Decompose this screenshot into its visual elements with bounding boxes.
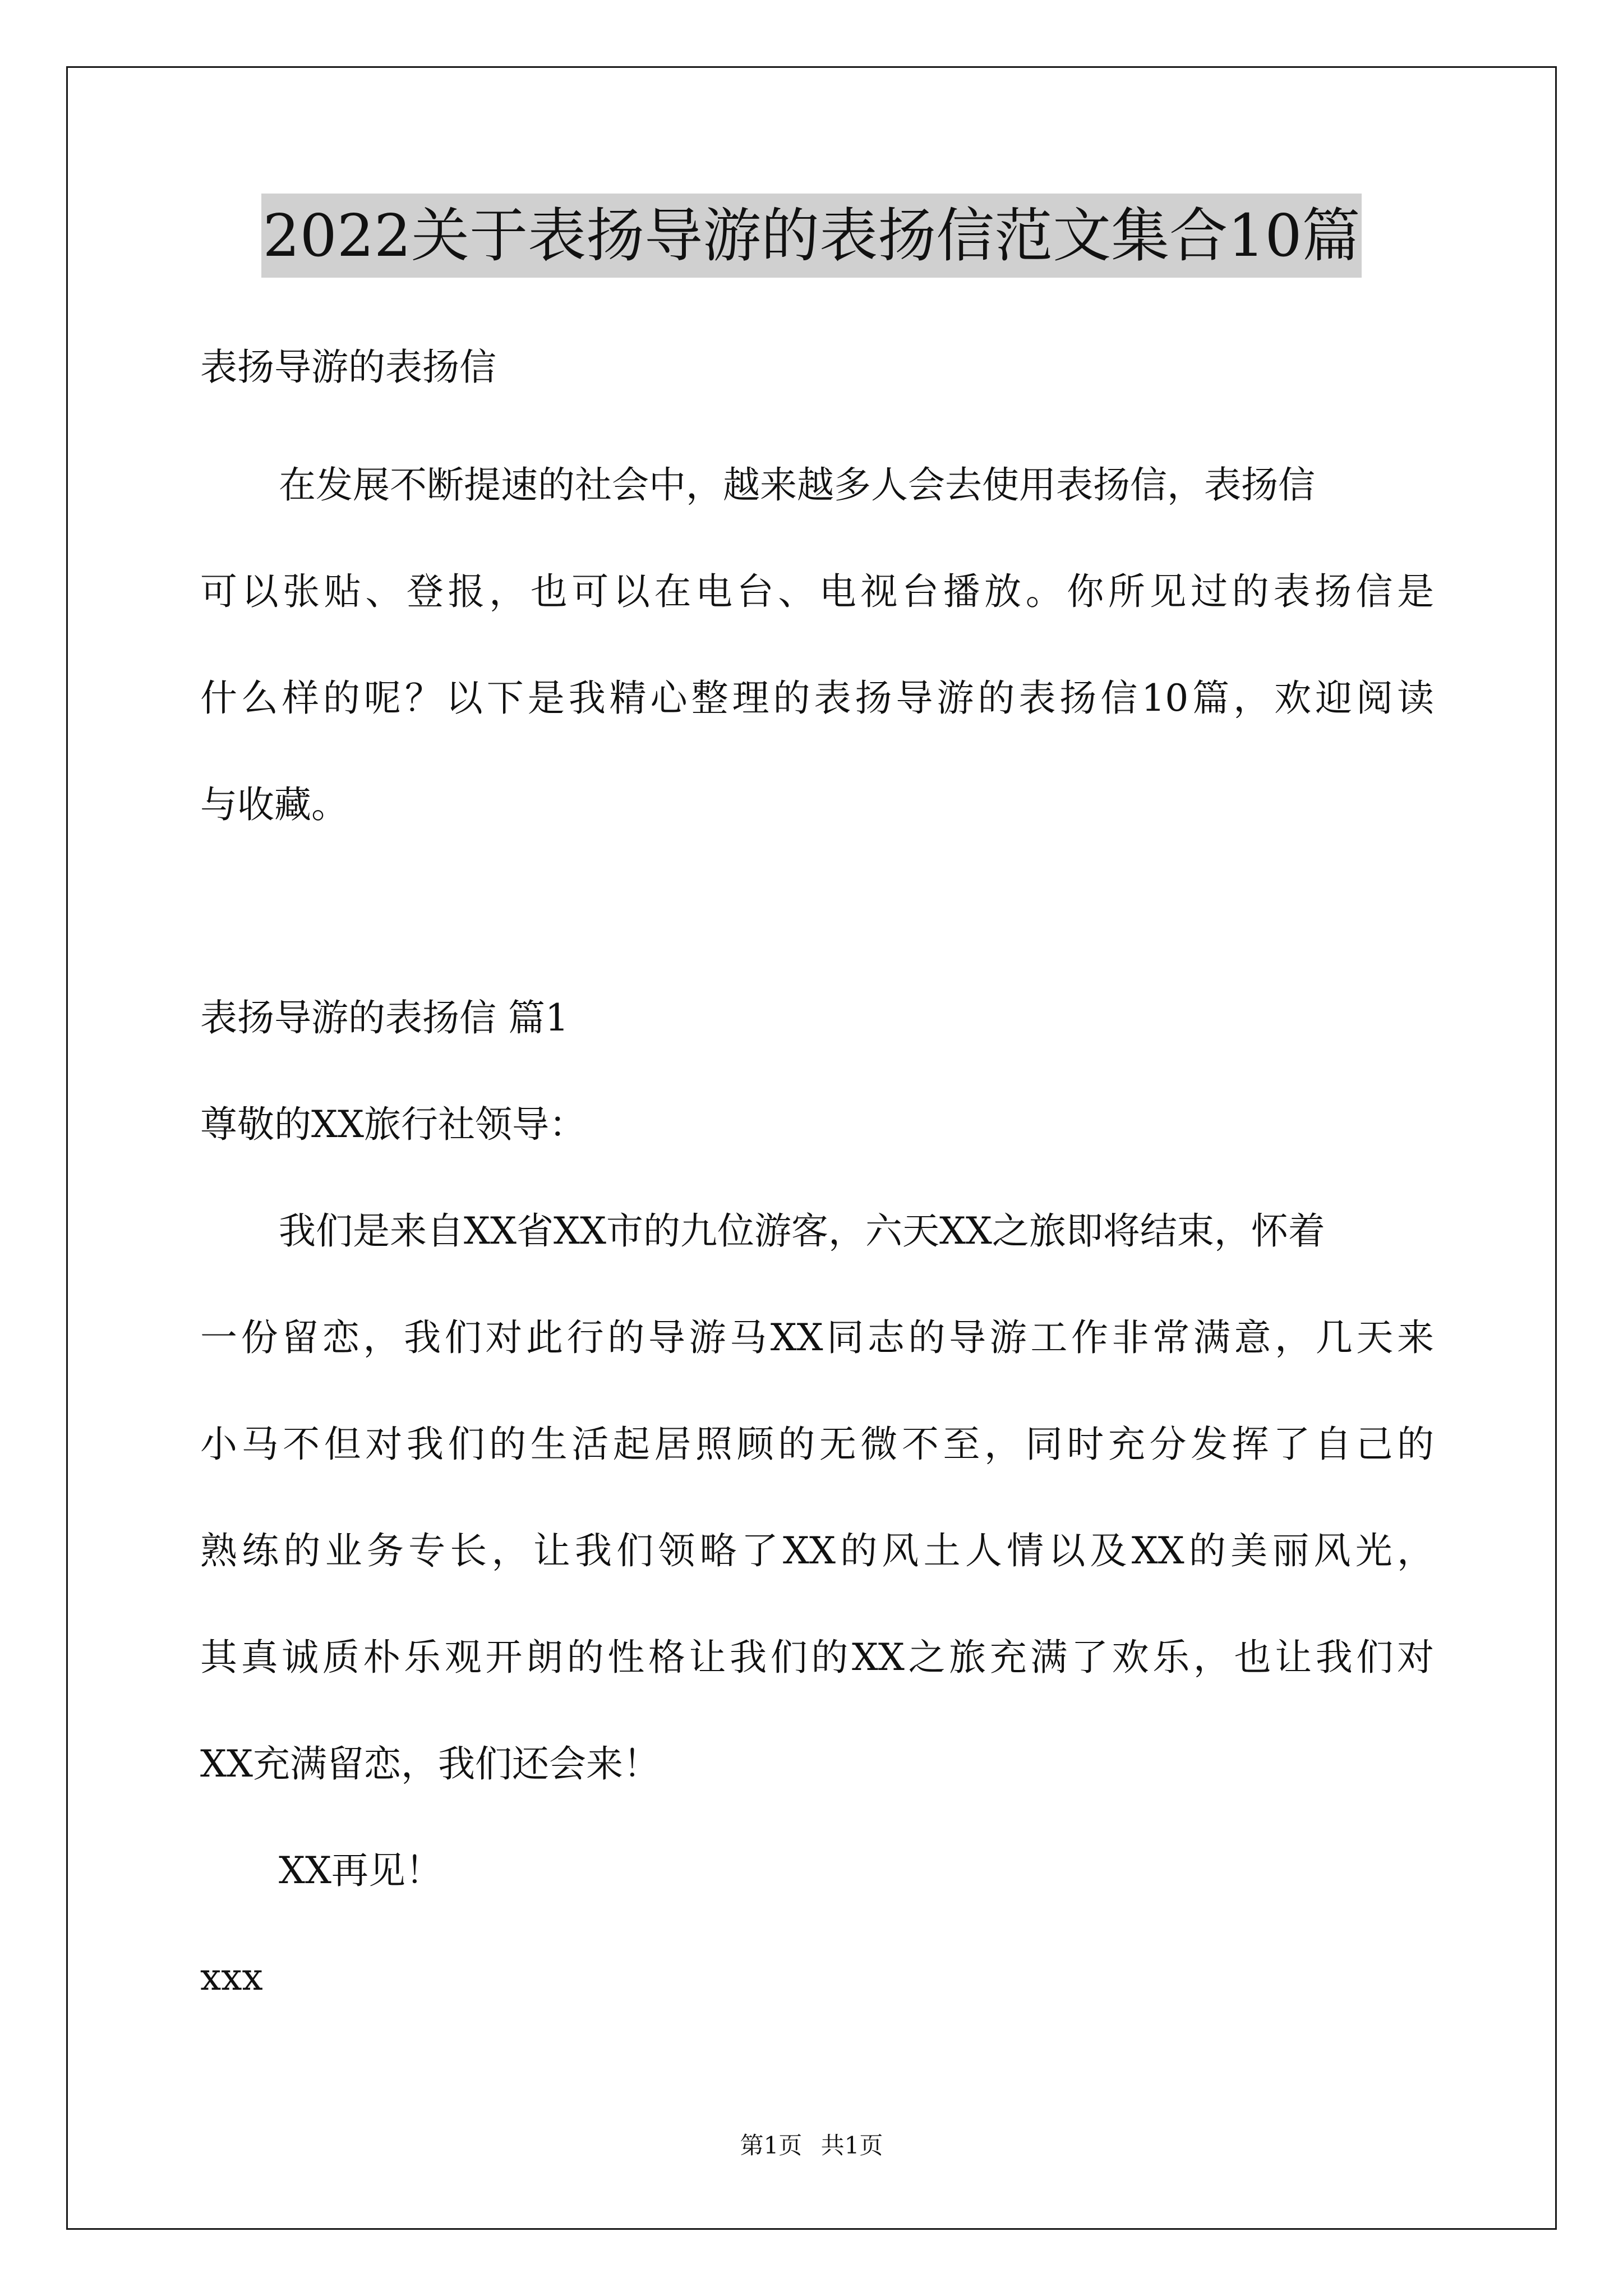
page-footer [0, 2129, 1623, 2162]
section-heading: 表扬导游的表扬信 篇1 [200, 996, 569, 1039]
document-title: 2022关于表扬导游的表扬信范文集合10篇 [261, 194, 1361, 278]
intro-line: 什么样的呢？以下是我精心整理的表扬导游的表扬信10篇，欢迎阅读 [200, 677, 1434, 720]
body-line: 一份留恋，我们对此行的导游马XX同志的导游工作非常满意，几天来 [200, 1316, 1434, 1359]
intro-line: 可以张贴、登报，也可以在电台、电视台播放。你所见过的表扬信是 [200, 570, 1434, 613]
farewell: XX再见！ [279, 1849, 442, 1892]
title-container [0, 194, 1623, 278]
body-line: XX充满留恋，我们还会来！ [200, 1742, 660, 1786]
intro-line: 在发展不断提速的社会中，越来越多人会去使用表扬信，表扬信 [279, 463, 1315, 507]
page-number-current: 第1页 [740, 2132, 803, 2159]
body-line: 熟练的业务专长，让我们领略了XX的风土人情以及XX的美丽风光， [200, 1529, 1434, 1572]
intro-heading: 表扬导游的表扬信 [200, 346, 496, 389]
salutation: 尊敬的XX旅行社领导： [200, 1103, 586, 1146]
intro-line: 与收藏。 [200, 783, 348, 826]
signature: xxx [200, 1955, 263, 1999]
body-line: 其真诚质朴乐观开朗的性格让我们的XX之旅充满了欢乐，也让我们对 [200, 1636, 1434, 1679]
body-line: 我们是来自XX省XX市的九位游客，六天XX之旅即将结束，怀着 [279, 1209, 1325, 1253]
page-number-total: 共1页 [820, 2132, 883, 2159]
body-line: 小马不但对我们的生活起居照顾的无微不至，同时充分发挥了自己的 [200, 1423, 1434, 1466]
